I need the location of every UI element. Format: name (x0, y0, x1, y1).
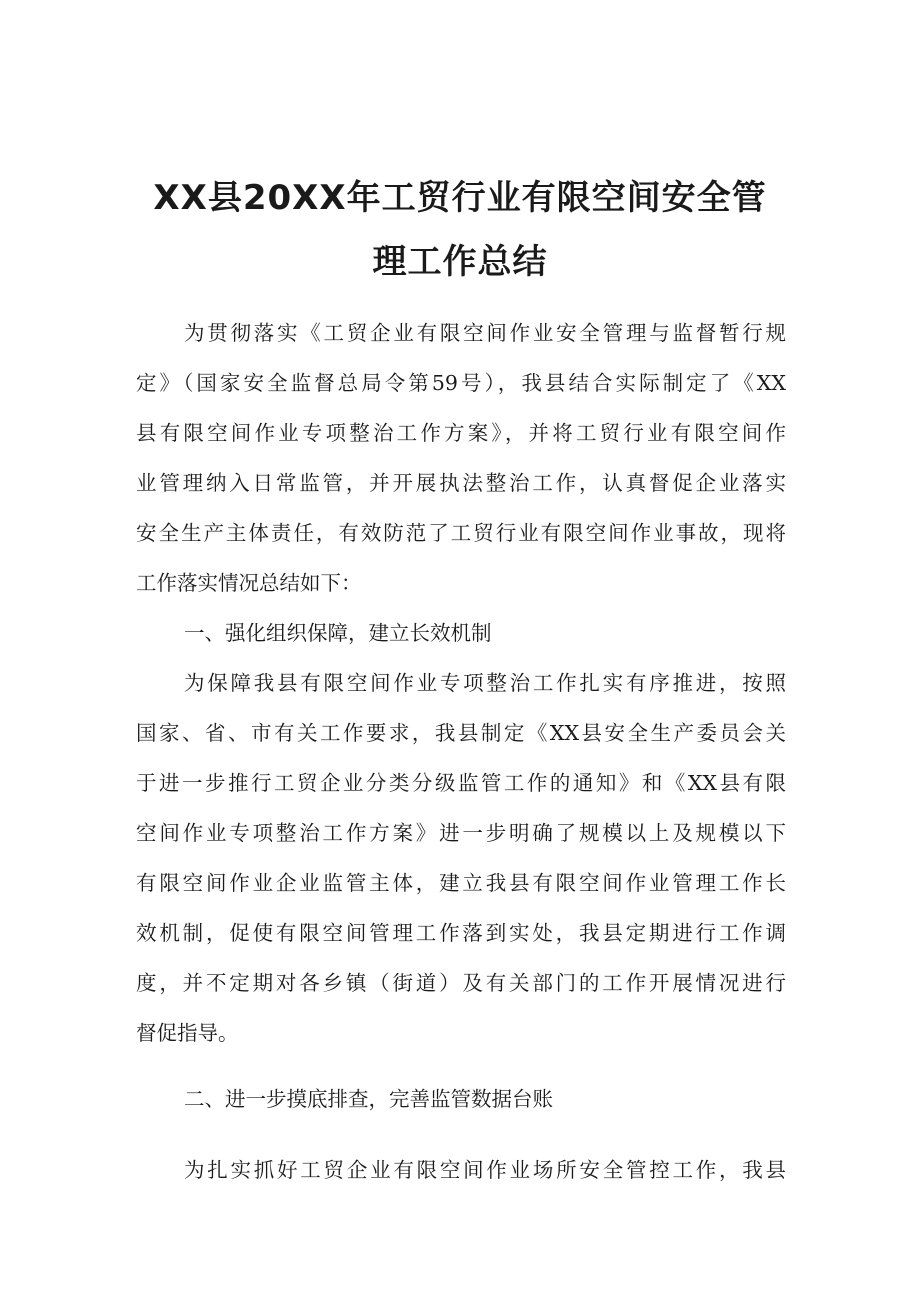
paragraph-line: 县有限空间作业专项整治工作方案》，并将工贸行业有限空间作 (136, 421, 786, 445)
paragraph-line: 为保障我县有限空间作业专项整治工作扎实有序推进，按照 (184, 671, 786, 695)
section-heading-2: 二、进一步摸底排查，完善监管数据台账 (184, 1087, 553, 1111)
document-title-line-2: 理工作总结 (372, 242, 548, 282)
paragraph-line: 安全生产主体责任，有效防范了工贸行业有限空间作业事故，现将 (136, 521, 786, 545)
document-title-line-1: XX县20XX年工贸行业有限空间安全管 (153, 178, 767, 218)
paragraph-line: 业管理纳入日常监管，并开展执法整治工作，认真督促企业落实 (136, 471, 786, 495)
paragraph-line: 督促指导。 (136, 1021, 239, 1045)
section-heading-1: 一、强化组织保障，建立长效机制 (184, 621, 492, 645)
paragraph-line: 空间作业专项整治工作方案》进一步明确了规模以上及规模以下 (136, 821, 786, 845)
paragraph-line: 工作落实情况总结如下： (136, 571, 362, 595)
paragraph-line: 于进一步推行工贸企业分类分级监管工作的通知》和《XX县有限 (136, 771, 786, 795)
paragraph-line: 定》（国家安全监督总局令第59号），我县结合实际制定了《XX (136, 371, 786, 395)
paragraph-line: 国家、省、市有关工作要求，我县制定《XX县安全生产委员会关 (136, 721, 786, 745)
paragraph-line: 有限空间作业企业监管主体，建立我县有限空间作业管理工作长 (136, 871, 786, 895)
paragraph-line: 为贯彻落实《工贸企业有限空间作业安全管理与监督暂行规 (184, 321, 786, 345)
paragraph-line: 为扎实抓好工贸企业有限空间作业场所安全管控工作，我县 (184, 1158, 786, 1182)
paragraph-line: 度，并不定期对各乡镇（街道）及有关部门的工作开展情况进行 (136, 971, 786, 995)
paragraph-line: 效机制，促使有限空间管理工作落到实处，我县定期进行工作调 (136, 921, 786, 945)
